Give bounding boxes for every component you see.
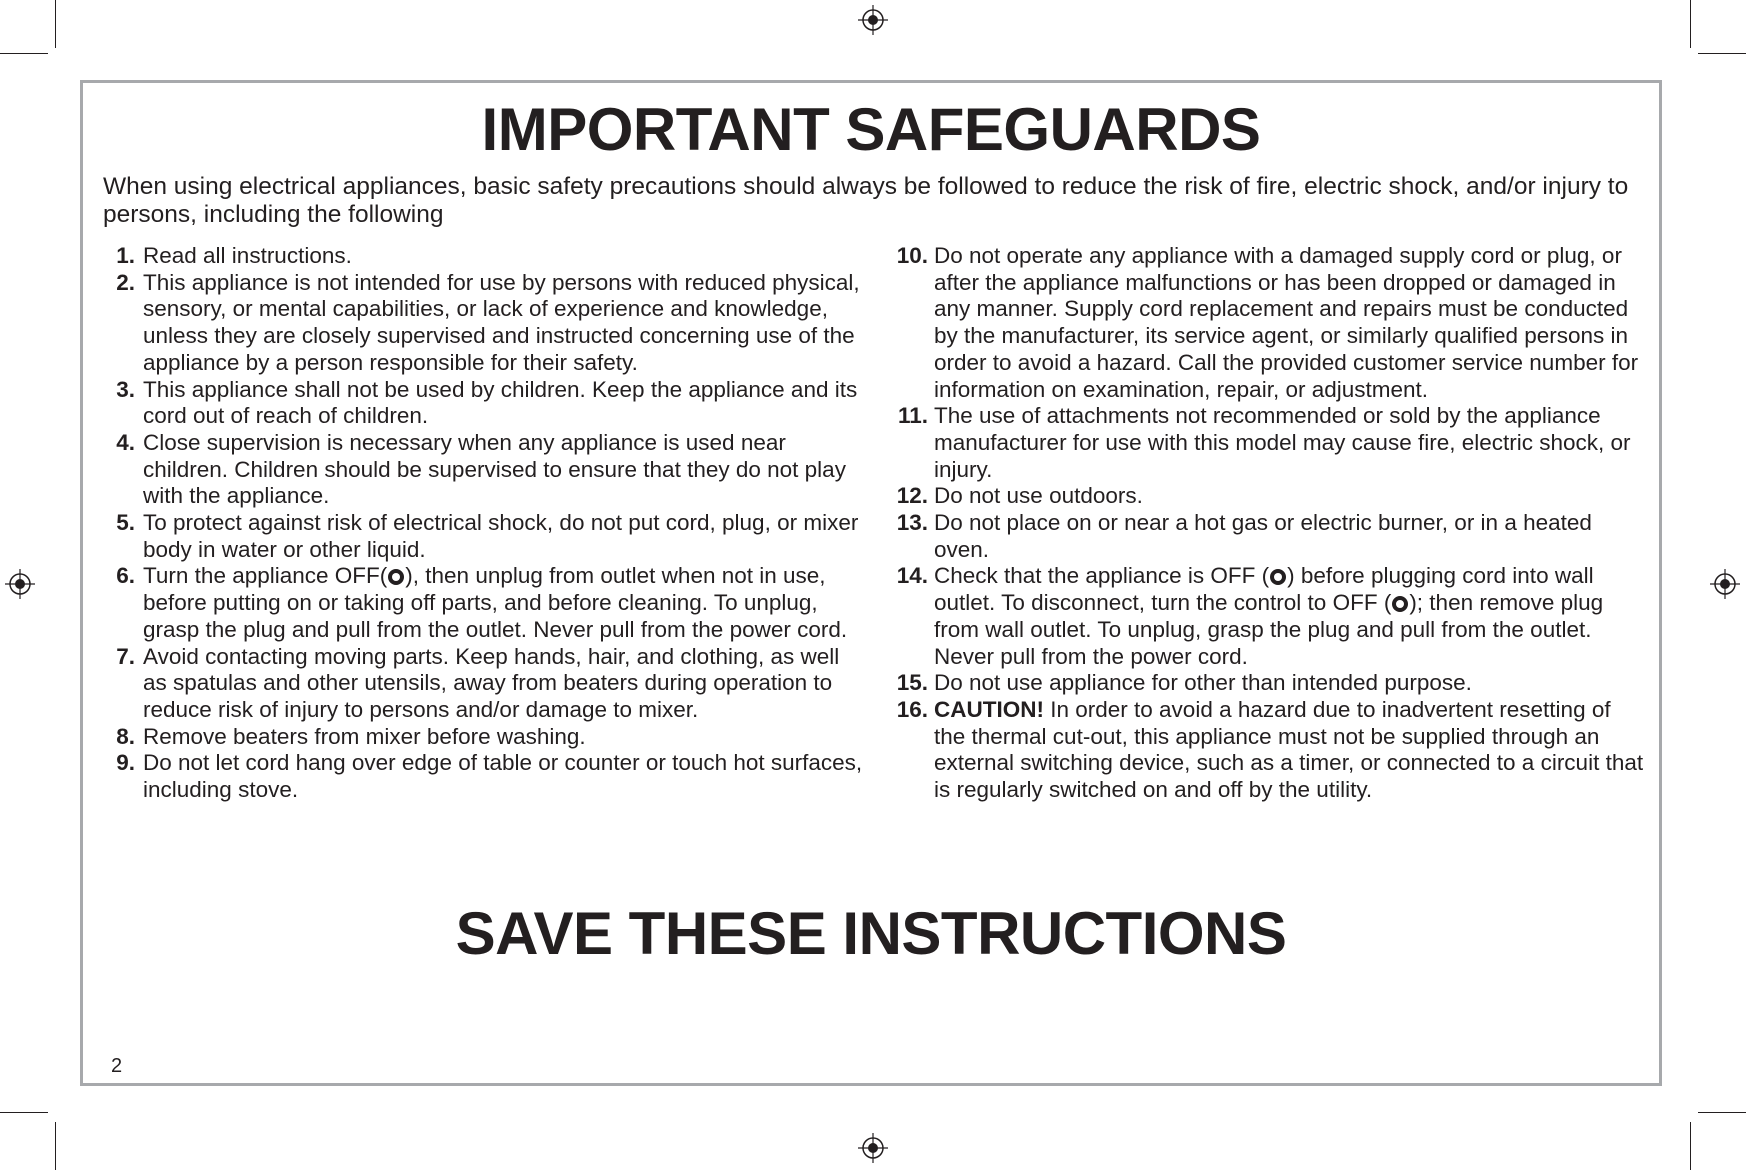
item-text-part: ) before plugging cord into wall outlet. To disconnect, turn the control to OFF (	[934, 563, 1594, 616]
item-text: This appliance shall not be used by children. Keep the appliance and its cord out of reach of children.	[143, 376, 858, 429]
item-text: Read all instructions.	[143, 243, 352, 268]
list-item	[103, 724, 863, 751]
power-off-icon	[1392, 596, 1408, 612]
page-title: IMPORTANT SAFEGUARDS	[481, 96, 1261, 163]
list-item	[103, 430, 863, 510]
list-item	[103, 644, 863, 724]
item-text: Avoid contacting moving parts. Keep hands, hair, and clothing, as well as spatulas and other utensils, away from beaters during operation to reduce risk of injury to persons and/or damage to mixer.	[143, 643, 840, 722]
list-item	[888, 670, 1648, 697]
item-text: This appliance is not intended for use by persons with reduced physical, sensory, or mental capabilities, or lack of experience and knowledge, unless they are closely supervised and instructed concerning use of the appliance by a person responsible for their safety.	[143, 269, 860, 375]
item-number: 1.	[116, 243, 135, 268]
item-number: 3.	[116, 376, 135, 402]
item-text	[143, 563, 863, 643]
list-item	[888, 483, 1648, 510]
intro-paragraph: When using electrical appliances, basic safety precautions should always be followed to reduce the risk of fire, electric shock, and/or injury to persons, including the following	[103, 173, 1629, 228]
list-item	[888, 403, 1648, 483]
save-instructions-heading: SAVE THESE INSTRUCTIONS	[455, 900, 1287, 967]
item-number: 13.	[896, 510, 928, 536]
item-number: 4.	[116, 429, 135, 455]
power-off-icon	[1270, 569, 1286, 585]
item-text	[934, 697, 1648, 804]
crop-mark	[1698, 1112, 1746, 1113]
item-text-part: Turn the appliance OFF(	[143, 563, 388, 589]
item-text-part: ); then remove plug from wall outlet. To unplug, grasp the plug and pull from the outlet. Never pull from the power cord.	[934, 590, 1604, 669]
registration-mark-icon	[858, 5, 888, 35]
crop-mark	[0, 53, 48, 54]
item-text: Do not use appliance for other than intended purpose.	[934, 670, 1472, 696]
crop-mark	[1690, 0, 1691, 48]
content-frame	[80, 80, 1662, 1086]
item-number: 7.	[116, 643, 135, 669]
item-number: 14.	[896, 563, 928, 589]
item-number: 15.	[896, 670, 928, 696]
item-number: 16.	[896, 696, 928, 722]
power-off-icon	[388, 569, 404, 585]
list-item	[103, 563, 863, 643]
safeguards-list-left	[103, 243, 863, 804]
list-item	[103, 243, 863, 270]
list-item	[103, 510, 863, 563]
registration-mark-icon	[5, 569, 35, 599]
item-text: Do not use outdoors.	[934, 483, 1143, 509]
item-text: The use of attachments not recommended or sold by the appliance manufacturer for use with this model may cause fire, electric shock, or injury.	[934, 403, 1631, 482]
crop-mark	[1690, 1122, 1691, 1170]
page-number: 2	[111, 1055, 123, 1077]
item-number: 12.	[896, 483, 928, 509]
list-item	[888, 697, 1648, 804]
item-text-part: ), then unplug from outlet when not in use, before putting on or taking off parts, and before cleaning. To unplug, grasp the plug and pull from the outlet. Never pull from the power cord.	[143, 563, 848, 642]
crop-mark	[0, 1112, 48, 1113]
safeguards-list-right	[888, 243, 1648, 804]
item-number: 5.	[116, 510, 135, 536]
item-number: 8.	[116, 723, 135, 749]
registration-mark-icon	[1710, 569, 1740, 599]
list-item	[888, 563, 1648, 670]
item-text: Remove beaters from mixer before washing.	[143, 723, 586, 749]
item-text: Close supervision is necessary when any appliance is used near children. Children should be supervised to ensure that they do not play with the appliance.	[143, 429, 846, 509]
caution-label: CAUTION!	[934, 696, 1044, 722]
list-item	[888, 243, 1648, 403]
item-number: 11.	[897, 403, 928, 429]
item-number: 9.	[116, 750, 135, 776]
item-number: 2.	[116, 269, 135, 295]
crop-mark	[55, 1122, 56, 1170]
item-text: Do not operate any appliance with a damaged supply cord or plug, or after the appliance malfunctions or has been dropped or damaged in any manner. Supply cord replacement and repairs must be conducted by the manufacturer, its service agent, or similarly qualified persons in order to avoid a hazard. Call the provided customer service number for information on examination, repair, or adjustment.	[934, 243, 1639, 402]
list-item	[103, 750, 863, 803]
item-text-part: In order to avoid a hazard due to inadvertent resetting of the thermal cut-out, this appliance must not be supplied through an external switching device, such as a timer, or connected to a circuit that is regularly switched on and off by the utility.	[934, 696, 1644, 803]
item-text	[934, 563, 1648, 670]
item-number: 6.	[116, 563, 135, 589]
list-item	[103, 270, 863, 377]
registration-mark-icon	[858, 1133, 888, 1163]
item-number: 10.	[896, 243, 928, 268]
item-text: To protect against risk of electrical shock, do not put cord, plug, or mixer body in water or other liquid.	[143, 510, 859, 562]
crop-mark	[55, 0, 56, 48]
item-text: Do not let cord hang over edge of table or counter or touch hot surfaces, including stove.	[143, 750, 863, 803]
list-item	[888, 510, 1648, 563]
item-text-part: Check that the appliance is OFF (	[934, 563, 1270, 589]
list-item	[103, 377, 863, 430]
item-text: Do not place on or near a hot gas or electric burner, or in a heated oven.	[934, 510, 1592, 562]
crop-mark	[1698, 53, 1746, 54]
